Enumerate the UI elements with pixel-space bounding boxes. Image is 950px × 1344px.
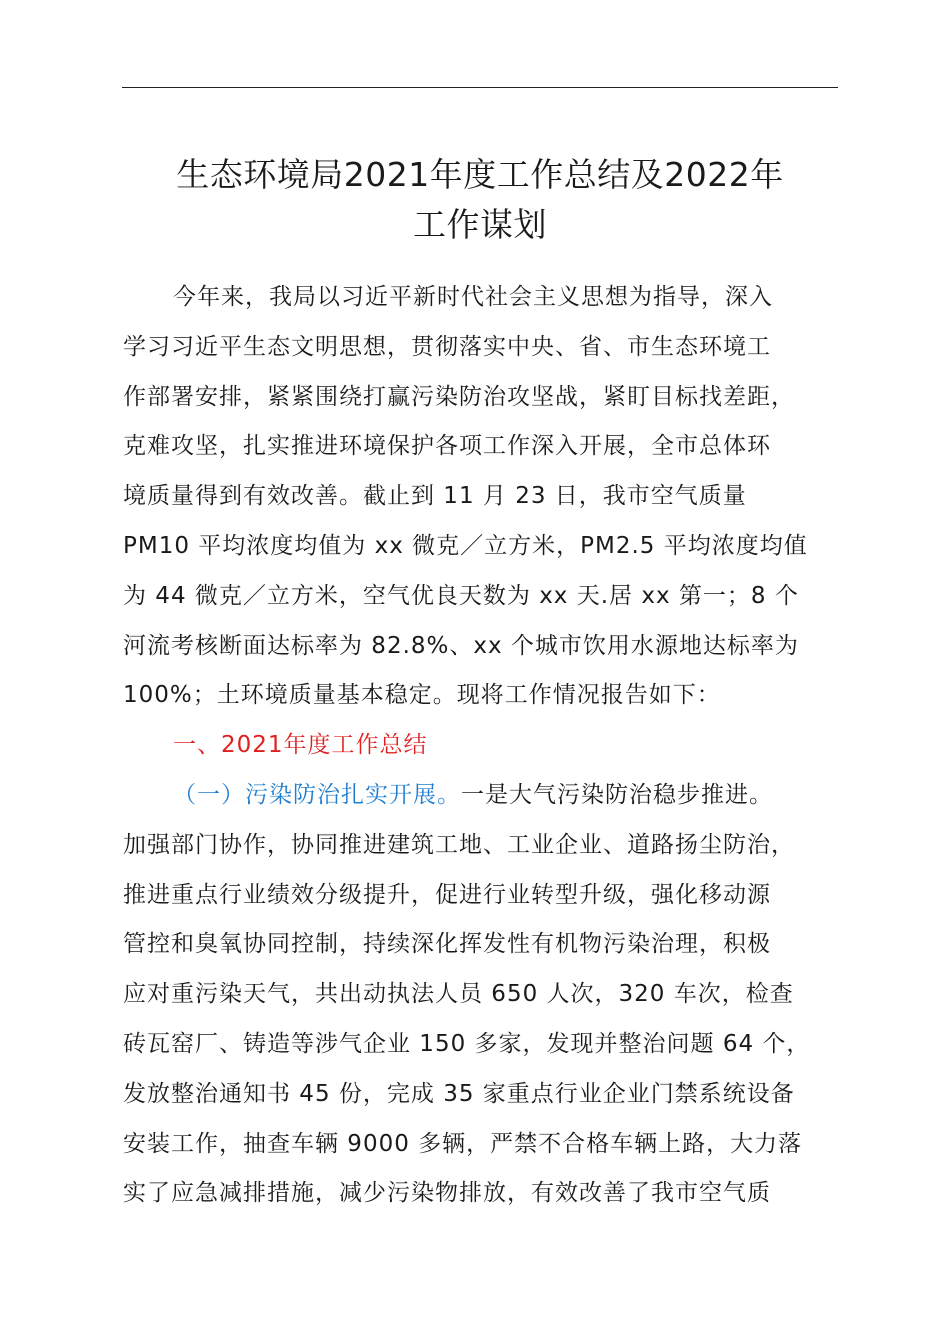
header-rule bbox=[122, 87, 838, 88]
paragraph-line: 河流考核断面达标率为 82.8%、xx 个城市饮用水源地达标率为 bbox=[123, 632, 799, 659]
subsection-heading: （一）污染防治扎实开展。 bbox=[173, 781, 461, 808]
paragraph-line: 砖瓦窑厂、铸造等涉气企业 150 多家，发现并整治问题 64 个， bbox=[123, 1030, 811, 1057]
paragraph-line: 加强部门协作，协同推进建筑工地、工业企业、道路扬尘防治， bbox=[123, 831, 795, 858]
title-line-2: 工作谋划 bbox=[413, 204, 547, 244]
paragraph-line: 管控和臭氧协同控制，持续深化挥发性有机物污染治理，积极 bbox=[123, 931, 771, 958]
paragraph-line: 境质量得到有效改善。截止到 11 月 23 日，我市空气质量 bbox=[123, 483, 747, 510]
document-title bbox=[110, 150, 850, 250]
paragraph-line: 克难攻坚，扎实推进环境保护各项工作深入开展，全市总体环 bbox=[123, 433, 771, 460]
subsection-line bbox=[123, 771, 843, 821]
paragraph-line: 推进重点行业绩效分级提升，促进行业转型升级，强化移动源 bbox=[123, 881, 771, 908]
paragraph-line: PM10 平均浓度均值为 xx 微克／立方米，PM2.5 平均浓度均值 bbox=[123, 532, 808, 559]
paragraph-line: 实了应急减排措施，减少污染物排放，有效改善了我市空气质 bbox=[123, 1180, 771, 1207]
paragraph-line: 作部署安排，紧紧围绕打赢污染防治攻坚战，紧盯目标找差距， bbox=[123, 383, 795, 410]
paragraph-line: 学习习近平生态文明思想，贯彻落实中央、省、市生态环境工 bbox=[123, 333, 771, 360]
subsection-lead: 一是大气污染防治稳步推进。 bbox=[461, 781, 773, 808]
paragraph-line: 发放整治通知书 45 份，完成 35 家重点行业企业门禁系统设备 bbox=[123, 1080, 795, 1107]
title-line-1: 生态环境局2021年度工作总结及2022年 bbox=[176, 155, 784, 194]
paragraph-line: 为 44 微克／立方米，空气优良天数为 xx 天.居 xx 第一；8 个 bbox=[123, 582, 799, 609]
document-body bbox=[123, 273, 843, 1219]
paragraph-line: 安装工作，抽查车辆 9000 多辆，严禁不合格车辆上路，大力落 bbox=[123, 1130, 803, 1157]
paragraph-line: 100%；土环境质量基本稳定。现将工作情况报告如下： bbox=[123, 682, 721, 709]
section-heading: 一、2021年度工作总结 bbox=[173, 732, 428, 759]
paragraph-line: 应对重污染天气，共出动执法人员 650 人次，320 车次，检查 bbox=[123, 981, 794, 1008]
paragraph-line: 今年来，我局以习近平新时代社会主义思想为指导，深入 bbox=[173, 284, 773, 310]
